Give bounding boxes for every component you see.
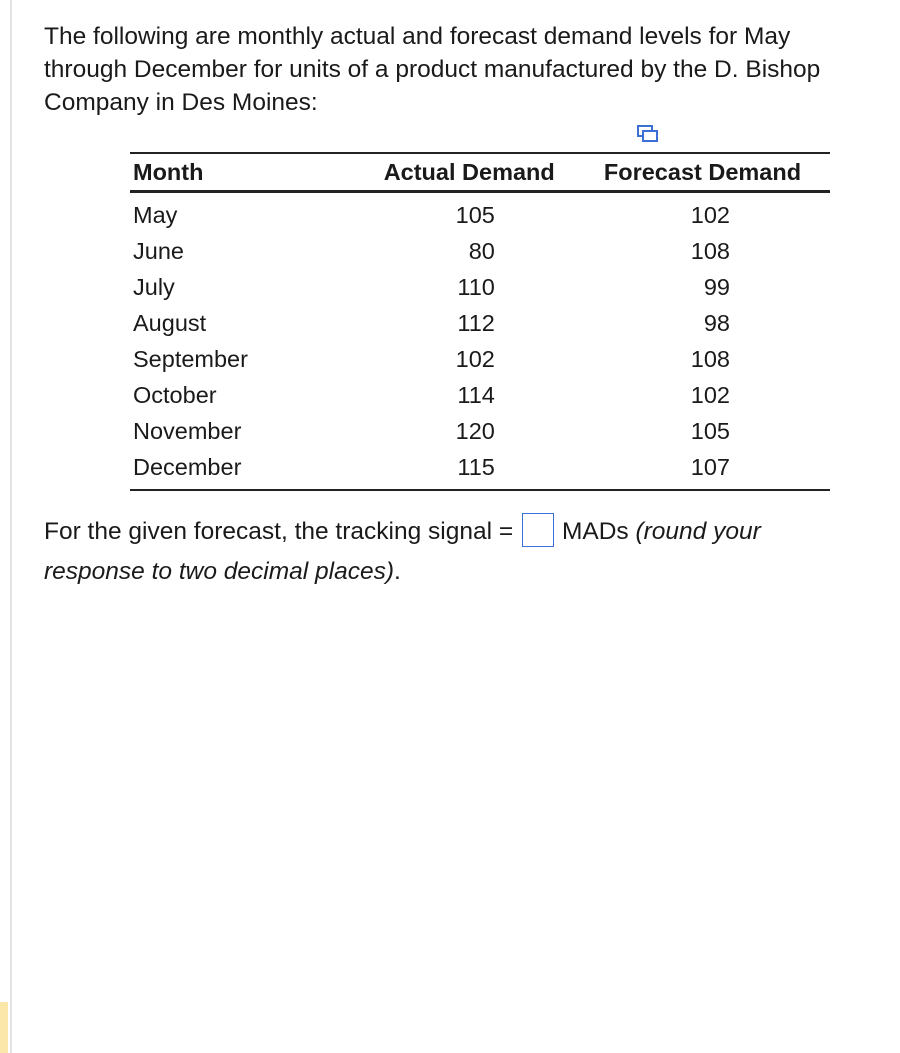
cell-month: July	[133, 273, 175, 300]
cell-actual: 105	[455, 201, 495, 228]
question-marker	[0, 1002, 8, 1053]
cell-actual: 114	[457, 381, 495, 408]
copy-icon[interactable]	[636, 124, 660, 144]
question-end: .	[393, 558, 401, 585]
table-row	[130, 269, 830, 305]
cell-actual: 115	[292, 449, 582, 490]
table-row	[130, 413, 830, 449]
cell-actual: 112	[457, 309, 495, 336]
cell-month: December	[130, 449, 292, 490]
table-row	[130, 305, 830, 341]
page-left-border	[10, 0, 12, 1053]
cell-forecast: 108	[690, 345, 730, 372]
copy-icon-graphic	[636, 124, 660, 144]
table-row	[130, 449, 830, 490]
cell-forecast: 108	[690, 237, 730, 264]
question-prefix: For the given forecast, the tracking signal =	[44, 518, 514, 545]
cell-month: June	[133, 237, 184, 264]
cell-month: October	[133, 381, 217, 408]
cell-forecast: 107	[582, 449, 830, 490]
tracking-signal-input[interactable]	[522, 513, 554, 547]
header-forecast-demand: Forecast Demand	[603, 158, 802, 185]
table-row	[130, 341, 830, 377]
question-text	[44, 512, 864, 592]
table-header-row	[130, 153, 830, 192]
cell-forecast: 99	[703, 273, 730, 300]
cell-month: May	[133, 201, 178, 228]
table-row	[130, 192, 830, 234]
question-instruction: (round your response to two decimal places)	[44, 518, 761, 585]
cell-forecast: 102	[690, 381, 730, 408]
cell-actual: 120	[455, 417, 495, 444]
cell-actual: 80	[468, 237, 495, 264]
cell-actual: 110	[457, 273, 495, 300]
problem-intro: The following are monthly actual and forecast demand levels for May through December for units of a product manufactured by the D. Bishop Company in Des Moines:	[44, 23, 821, 116]
table-row	[130, 377, 830, 413]
header-actual-demand: Actual Demand	[383, 158, 555, 185]
header-month: Month	[133, 158, 204, 185]
cell-forecast: 105	[690, 417, 730, 444]
cell-month: August	[133, 309, 207, 336]
cell-forecast: 98	[703, 309, 730, 336]
cell-actual: 102	[455, 345, 495, 372]
cell-month: September	[133, 345, 248, 372]
cell-month: November	[133, 417, 242, 444]
cell-forecast: 102	[690, 201, 730, 228]
question-unit: MADs	[561, 518, 629, 545]
demand-table	[130, 152, 830, 491]
table-row	[130, 233, 830, 269]
